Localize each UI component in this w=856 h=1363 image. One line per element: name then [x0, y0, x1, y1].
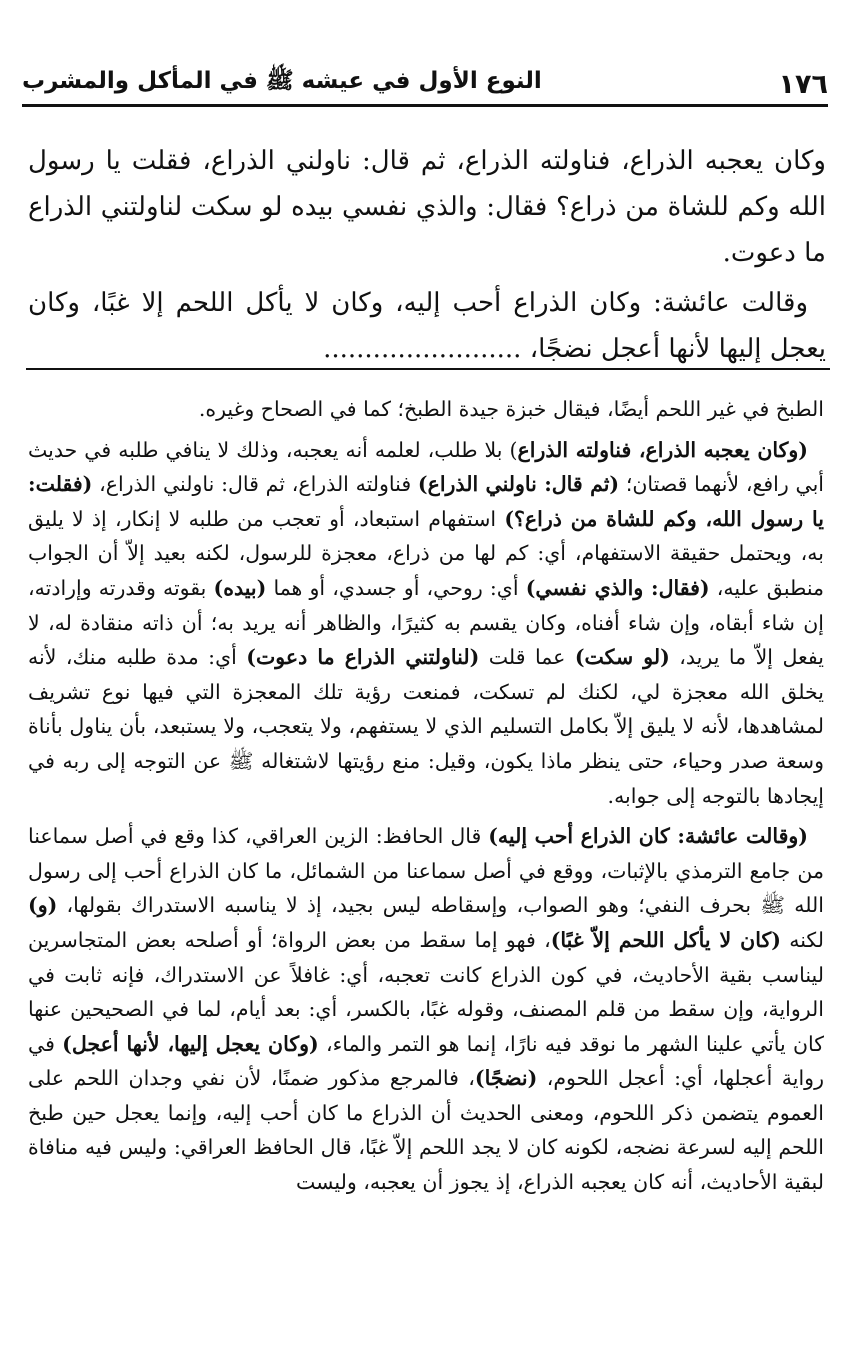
- commentary-span: ، فهو إما سقط من بعض الرواة؛ أو أصلحه بعض المتجاسرين ليناسب بقية الأحاديث، في كون الذراع كانت تعجبه، أي: غافلاً عن الاستدراك، فإنه ثابت في الرواية، وإن سقط من قلم المصنف، وقوله غبًا، بالكسر، أي: بعد أيام، لما في الصحيحين عنها كان يأتي علينا الشهر ما نوقد فيه نارًا، إنما هو التمر والماء،: [28, 927, 825, 1056]
- commentary-span: ) بلا طلب، لعلمه أنه يعجبه، وذلك لا ينافي طلبه في حديث أبي رافع، لأنهما قصتان؛: [28, 437, 824, 497]
- quoted-phrase: (نضجًا): [474, 1066, 538, 1091]
- page-number: ١٧٦: [778, 69, 828, 100]
- commentary-span: في رواية أعجلها، أي: أعجل اللحوم،: [28, 1031, 824, 1091]
- commentary-paragraph-1: الطبخ في غير اللحم أيضًا، فيقال خبزة جيدة الطبخ؛ كما في الصحاح وغيره.: [198, 397, 824, 421]
- matn-paragraph-1: وكان يعجبه الذراع، فناولته الذراع، ثم قال: ناولني الذراع، فقلت يا رسول الله وكم للشاة من ذراع؟ فقال: والذي نفسي بيده لو سكت لناولتني الذراع ما دعوت.: [28, 146, 826, 268]
- dotted-leader: ........................: [323, 334, 522, 364]
- matn-paragraph-2: [28, 280, 826, 372]
- commentary-span: أي: مدة طلبه منك، لأنه يخلق الله معجزة لي، لكنك لم تسكت، فمنعت رؤية تلك المعجزة التي فيها نوع تشريف لمشاهدها، لأنه لا يليق إلاّ بكامل التسليم الذي لا يستفهم، ولا يتعجب، ولا يستبعد، بأن يناول بأناة وسعة صدر وحياء، حتى ينظر ماذا يكون، وقيل: منع رؤيتها لاشتغاله ﷺ عن التوجه إلى ربه في إيجادها بالتوجه إلى جوابه.: [28, 645, 824, 808]
- quoted-phrase: (وقالت عائشة: كان الذراع أحب إليه): [488, 824, 809, 849]
- quoted-phrase: (فقلت: يا رسول الله، وكم للشاة من ذراع؟): [28, 472, 824, 531]
- matn-text: [28, 138, 826, 376]
- matn-paragraph-2-text: وقالت عائشة: وكان الذراع أحب إليه، وكان لا يأكل اللحم إلا غبًا، وكان يعجل إليها لأنها أعجل نضجًا،: [28, 288, 826, 364]
- commentary-span: أي: روحي، أو جسدي، أو هما: [266, 575, 526, 600]
- section-divider: [26, 368, 830, 370]
- commentary-span: فناولته الذراع، ثم قال: ناولني الذراع،: [92, 472, 418, 497]
- quoted-phrase: (لو سكت): [574, 645, 670, 670]
- quoted-phrase: (و): [28, 893, 58, 918]
- quoted-phrase: (لناولتني الذراع ما دعوت): [246, 645, 480, 670]
- quoted-phrase: (فقال: والذي نفسي): [525, 575, 710, 600]
- page-header: [22, 60, 828, 107]
- commentary-span: بقوته وقدرته وإرادته، إن شاء أبقاه، وإن شاء أفناه، وكان يقسم به كثيرًا، والظاهر أنه يريد به؛ أن ذاته منقادة له، لا يفعل إلاّ ما يريد،: [28, 575, 824, 670]
- quoted-phrase: (: [798, 437, 808, 462]
- commentary-span: استفهام استبعاد، أو تعجب من طلبه لا إنكار، إذ لا يليق به، ويحتمل حقيقة الاستفهام، أي: كم لها من ذراع، معجزة للرسول، لكنه بعيد إلاّ أن الجواب منطبق عليه،: [28, 506, 824, 600]
- quoted-phrase: (كان لا يأكل اللحم إلاّ غبًا): [550, 927, 781, 952]
- running-title: النوع الأول في عيشه ﷺ في المأكل والمشرب: [22, 68, 542, 94]
- commentary-span: لكنه: [780, 927, 825, 952]
- quoted-phrase: وكان يعجبه الذراع، فناولته الذراع: [517, 437, 799, 462]
- commentary-paragraph-2: [28, 433, 824, 814]
- commentary-span: ، فالمرجع مذكور ضمنًا، لأن نفي وجدان اللحم على العموم يتضمن ذكر اللحوم، ومعنى الحديث أن الذراع ما كان أحب إليه، وإنما يعجل حين طبخ اللحم إليه لسرعة نضجه، لكونه كان لا يجد اللحم إلاّ غبًا، قال الحافظ العراقي: وليس فيه منافاة لبقية الأحاديث، أنه كان يعجبه الذراع، إذ يجوز أن يعجبه، وليست: [28, 1066, 824, 1195]
- commentary-span: قال الحافظ: الزين العراقي، كذا وقع في أصل سماعنا من جامع الترمذي بالإثبات، ووقع في أصل سماعنا من الشمائل، ما كان الذراع أحب إلى رسول الله ﷺ بحرف النفي؛ وهو الصواب، وإسقاطه ليس بجيد، إذ لا يناسبه الاستدراك بقولها،: [28, 824, 824, 918]
- quoted-phrase: (ثم قال: ناولني الذراع): [417, 472, 620, 497]
- quoted-phrase: (بيده): [213, 575, 267, 600]
- commentary-span: عما قلت: [479, 645, 575, 670]
- commentary-paragraph-3: [28, 819, 824, 1200]
- quoted-phrase: (وكان يعجل إليها، لأنها أعجل): [62, 1031, 319, 1056]
- commentary-text: [28, 392, 824, 1206]
